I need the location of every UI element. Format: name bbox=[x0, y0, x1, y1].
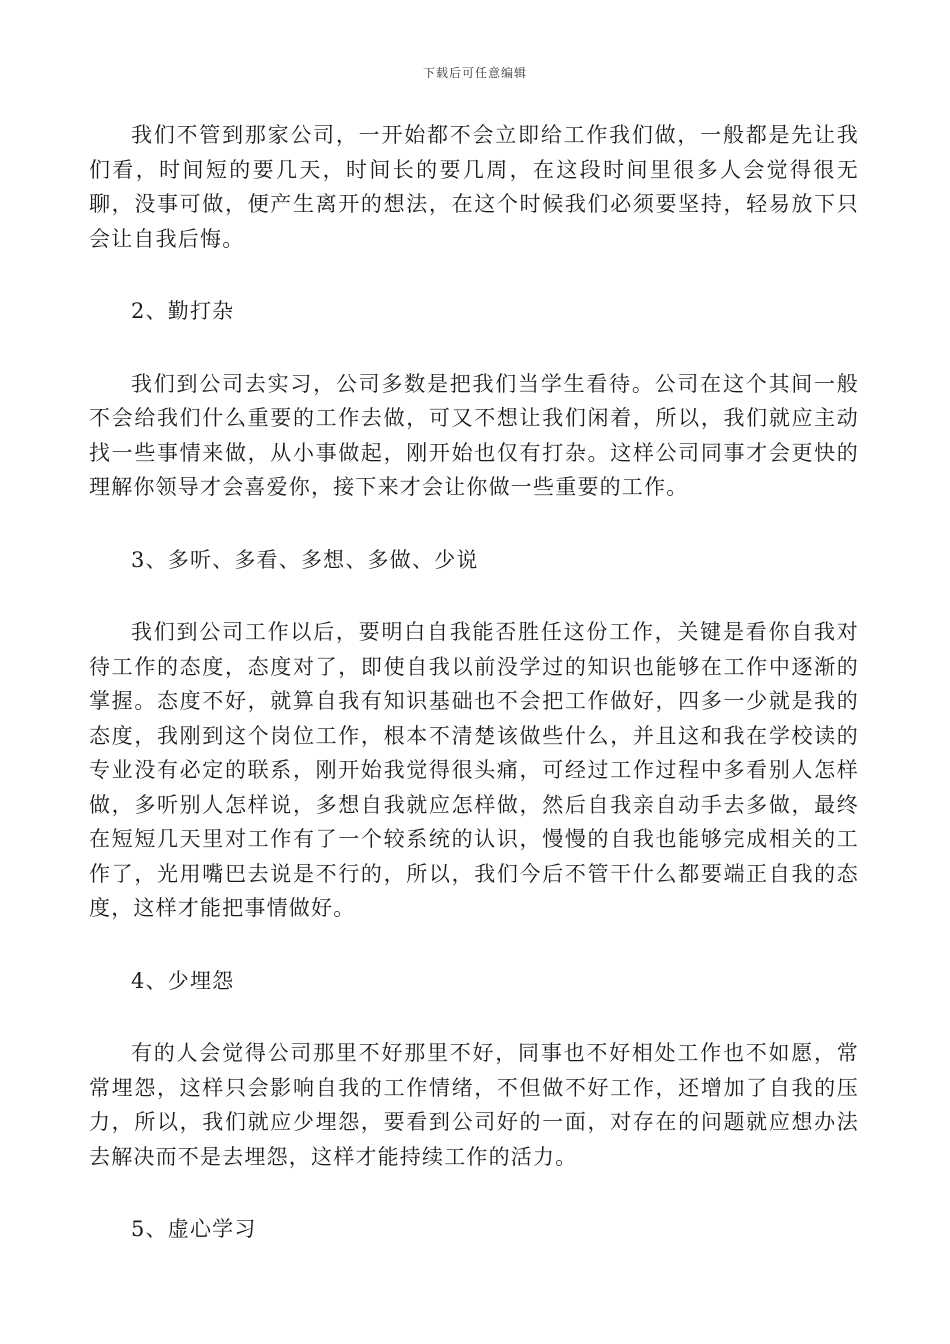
page-header: 下载后可任意编辑 bbox=[422, 66, 527, 80]
paragraph-4: 有的人会觉得公司那里不好那里不好，同事也不好相处工作也不如愿，常常埋怨，这样只会影响自我的工作情绪，不但做不好工作，还增加了自我的压力，所以，我们就应少埋怨，要看到公司好的一面，对存在的问题就应想办法去解决而不是去埋怨，这样才能持续工作的活力。 bbox=[89, 1041, 859, 1169]
section-heading-4: 4、少埋怨 bbox=[131, 968, 235, 993]
paragraph-3: 我们到公司工作以后，要明白自我能否胜任这份工作，关键是看你自我对待工作的态度，态度对了，即使自我以前没学过的知识也能够在工作中逐渐的掌握。态度不好，就算自我有知识基础也不会把工作做好，四多一少就是我的态度，我刚到这个岗位工作，根本不清楚该做些什么，并且这和我在学校读的专业没有必定的联系，刚开始我觉得很头痛，可经过工作过程中多看别人怎样做，多听别人怎样说，多想自我就应怎样做，然后自我亲自动手去多做，最终在短短几天里对工作有了一个较系统的认识，慢慢的自我也能够完成相关的工作了，光用嘴巴去说是不行的，所以，我们今后不管干什么都要端正自我的态度，这样才能把事情做好。 bbox=[89, 620, 859, 920]
paragraph-1: 我们不管到那家公司，一开始都不会立即给工作我们做，一般都是先让我们看，时间短的要几天，时间长的要几周，在这段时间里很多人会觉得很无聊，没事可做，便产生离开的想法，在这个时候我们必须要坚持，轻易放下只会让自我后悔。 bbox=[89, 123, 859, 251]
section-heading-2: 2、勤打杂 bbox=[131, 299, 235, 323]
section-heading-3: 3、多听、多看、多想、多做、少说 bbox=[131, 547, 479, 572]
document-body bbox=[89, 118, 859, 1247]
paragraph-2: 我们到公司去实习，公司多数是把我们当学生看待。公司在这个其间一般不会给我们什么重要的工作去做，可又不想让我们闲着，所以，我们就应主动找一些事情来做，从小事做起，刚开始也仅有打杂。这样公司同事才会更快的理解你领导才会喜爱你，接下来才会让你做一些重要的工作。 bbox=[89, 371, 859, 499]
section-heading-5: 5、虚心学习 bbox=[131, 1217, 257, 1241]
